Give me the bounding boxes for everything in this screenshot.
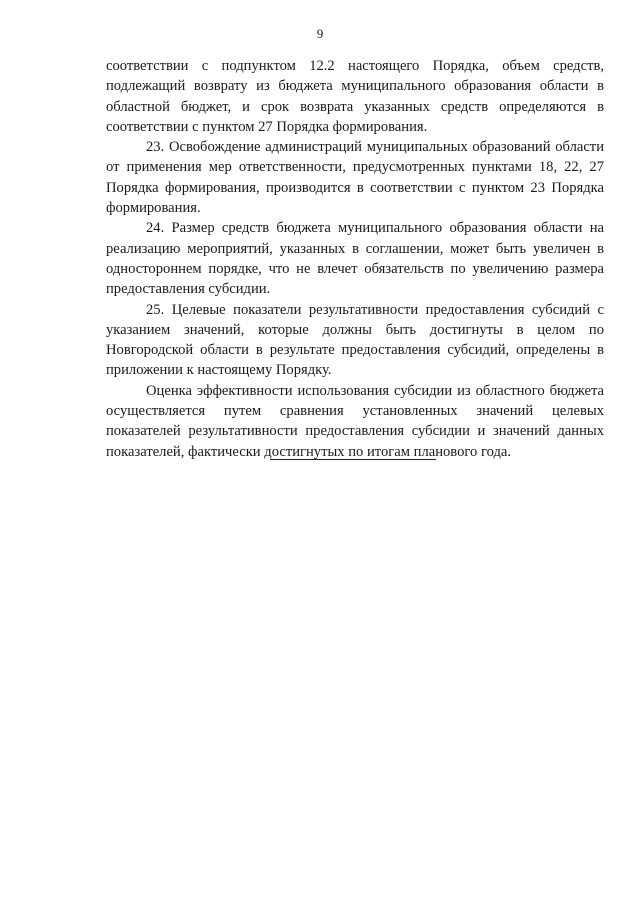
document-body [106,56,604,462]
paragraph-evaluation: Оценка эффективности использования субсидии из областного бюджета осуществляется путем сравнения установленных значений целевых показателей результативности предоставления субсидии и значений данных показателей, фактически достигнутых по итогам планового года. [106,382,604,460]
page-number: 9 [316,26,324,41]
paragraph-23: 23. Освобождение администраций муниципальных образований области от применения мер ответственности, предусмотренных пунктами 18, 22, 27 Порядка формирования, производится в соответствии с пунктом 23 Порядка формирования. [106,139,604,217]
paragraph-25: 25. Целевые показатели результативности предоставления субсидий с указанием значений, которые должны быть достигнуты в целом по Новгородской области в результате предоставления субсидий, определены в приложении к настоящему Порядку. [106,301,604,379]
paragraph-24: 24. Размер средств бюджета муниципального образования области на реализацию мероприятий, указанных в соглашении, может быть увеличен в одностороннем порядке, что не влечет обязательств по увеличению размера предоставления субсидии. [106,220,604,298]
end-separator-line [270,459,436,460]
paragraph-continuation: соответствии с подпунктом 12.2 настоящего Порядка, объем средств, подлежащий возврату из бюджета муниципального образования области в областной бюджет, и срок возврата указанных средств определяются в соответствии с пунктом 27 Порядка формирования. [106,58,604,135]
